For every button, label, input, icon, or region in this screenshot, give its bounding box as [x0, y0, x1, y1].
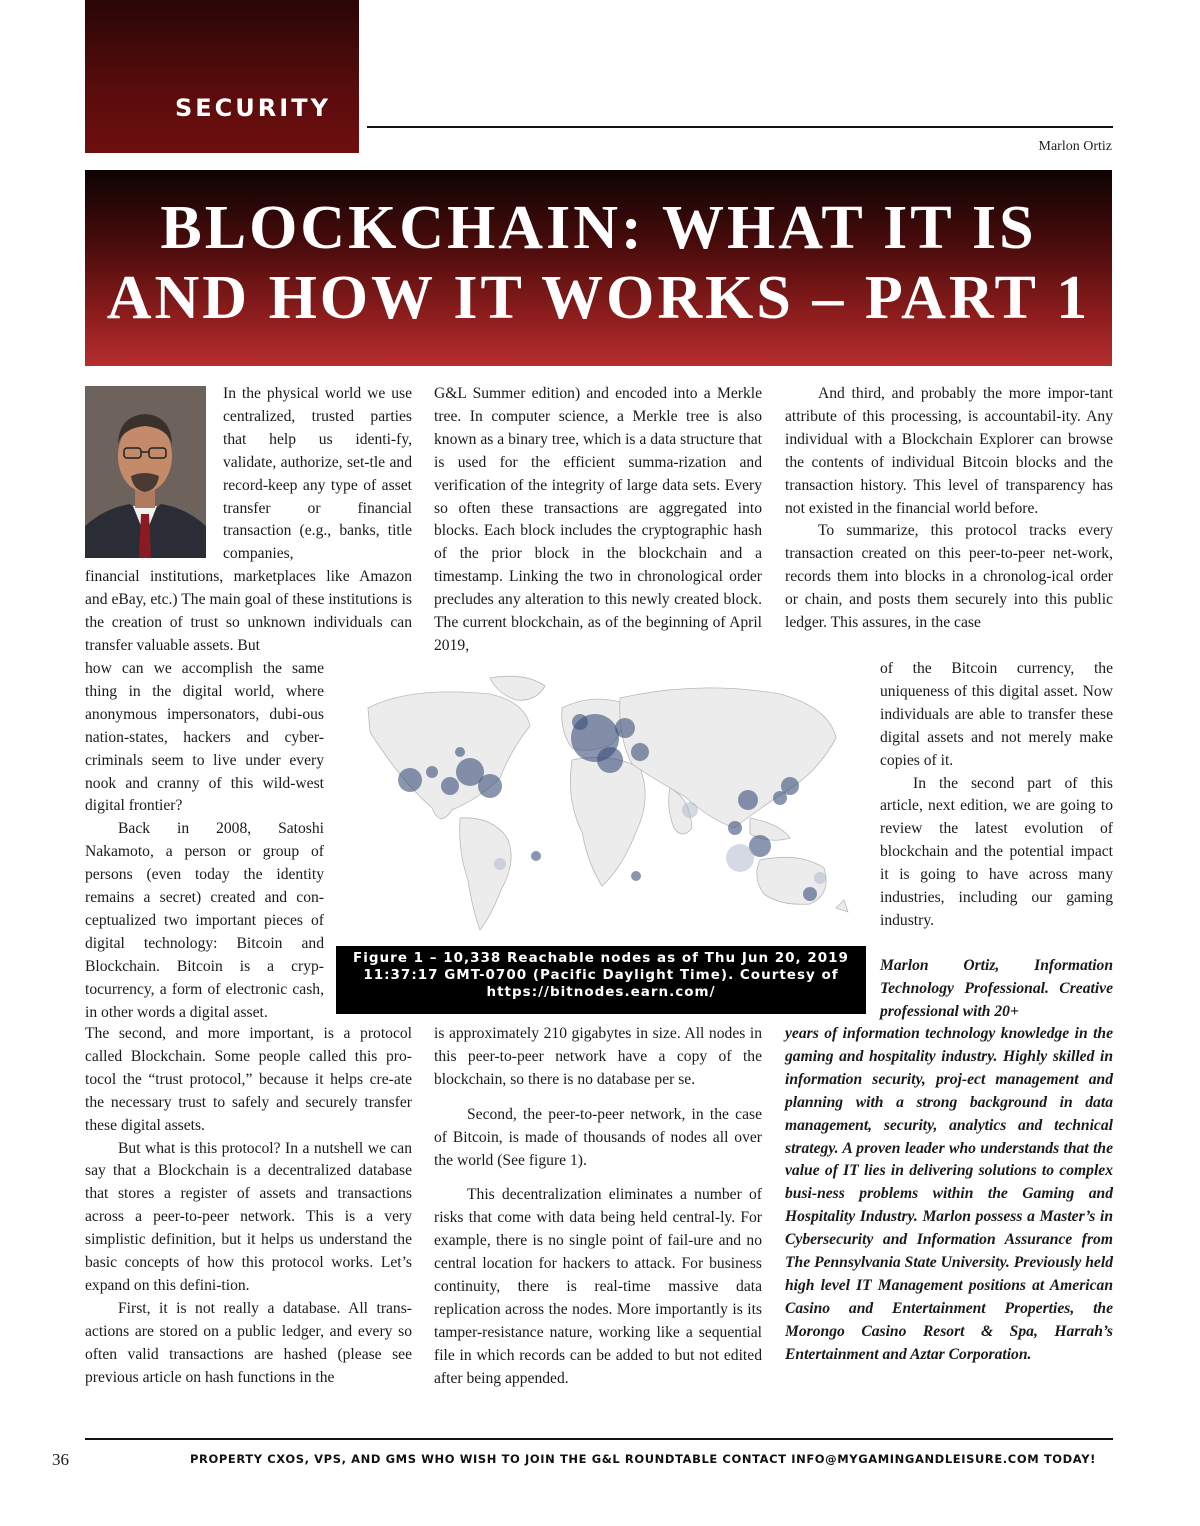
column-2-top-text	[434, 383, 762, 658]
paragraph: First, it is not really a database. All trans-actions are stored on a public ledger, and every so often valid transactions are hashed (please see previous article on hash functions in the	[85, 1299, 412, 1386]
column-1-wrap-text	[223, 383, 412, 566]
page-number: 36	[52, 1450, 69, 1469]
paragraph: This decentralization eliminates a number of risks that come with data being held central-ly. For example, there is no single point of fail-ure and no central location for hackers to attack. For business continuity, there is real-time massive data replication across the nodes. More importantly is its tamper-resistance nature, working like a sequential file in which records can be added to but not edited after being appended.	[434, 1186, 762, 1387]
paragraph: Marlon Ortiz, Information Technology Professional. Creative professional with 20+	[880, 957, 1113, 1020]
paragraph: is approximately 210 gigabytes in size. All nodes in this peer-to-peer network have a copy of the blockchain, so there is no database per se.	[434, 1025, 762, 1088]
paragraph: The second, and more important, is a protocol called Blockchain. Some people called this pro-tocol the “trust protocol,” because it helps cre-ate the necessary trust to safely and securely transfer these digital assets.	[85, 1025, 412, 1134]
paragraph: how can we accomplish the same thing in the digital world, where anonymous impersonators, dubi-ous nation-states, hackers and cyber-criminals seem to live under every nook and cranny of this wild-west digital frontier?	[85, 660, 324, 815]
paragraph: To summarize, this protocol tracks every transaction created on this peer-to-peer net-work, records them into blocks in a chronolog-ical order or chain, and posts them securely into this public ledger. This assures, in the case	[785, 522, 1113, 632]
header-rule	[367, 126, 1113, 128]
footer-rule	[85, 1438, 1113, 1440]
section-label: SECURITY	[175, 94, 331, 122]
paragraph: G&L Summer edition) and encoded into a Merkle tree. In computer science, a Merkle tree is also known as a binary tree, which is a data structure that is used for the efficient summa-rization and verification of the integrity of large data sets. Every so often these transactions are aggregated into blocks. Each block includes the cryptographic hash of the prior block in the blockchain and a timestamp. Linking the two in chronological order precludes any alteration to this newly created block. The current blockchain, as of the beginning of April 2019,	[434, 385, 762, 654]
paragraph: And third, and probably the more impor-tant attribute of this processing, is accountabil-ity. Any individual with a Blockchain Explorer can browse the contents of individual Bitcoin blocks and the transaction history. This level of transparency has not existed in the financial world before.	[785, 385, 1113, 517]
paragraph: Second, the peer-to-peer network, in the case of Bitcoin, is made of thousands of nodes all over the world (See figure 1).	[434, 1105, 762, 1169]
paragraph: Back in 2008, Satoshi Nakamoto, a person or group of persons (even today the identity remains a secret) created and con-ceptualized two important pieces of digital technology: Bitcoin and Blockchain. Bitcoin is a cryp-tocurrency, a form of electronic cash, in other words a digital asset.	[85, 820, 324, 1021]
author-bio-narrow	[880, 955, 1113, 1024]
column-3-narrow-text	[880, 658, 1113, 933]
paragraph: But what is this protocol? In a nutshell we can say that a Blockchain is a decentralized database that stores a register of assets and transactions across a peer-to-peer network. This is a very simplistic definition, but it helps us understand the basic concepts of how this protocol works. Let’s expand on this defini-tion.	[85, 1139, 412, 1294]
author-portrait-image	[85, 386, 206, 558]
article-title-line-1: BLOCKCHAIN: WHAT IT IS	[160, 194, 1037, 262]
column-3-top-text	[785, 383, 1113, 635]
footer-text: PROPERTY CXOS, VPS, AND GMS WHO WISH TO JOIN THE G&L ROUNDTABLE CONTACT INFO@MYGAMINGANDLEISURE.COM TODAY!	[190, 1452, 1096, 1466]
column-1-lower-text	[85, 1023, 412, 1390]
paragraph: In the second part of this article, next edition, we are going to review the latest evolution of blockchain and the potential impact it is going to have across many industries, including our gaming industry.	[880, 774, 1113, 929]
article-title-banner	[85, 170, 1112, 366]
paragraph: years of information technology knowledge in the gaming and hospitality industry. Highly skilled in information security, proj-ect management and planning with a strong background in data management, security, analytics and technical strategy. A proven leader who understands that the value of IT lies in delivering solutions to complex busi-ness problems within the Gaming and Hospitality Industry. Marlon possess a Master’s in Cybersecurity and Information Assurance from The Pennsylvania State University. Previously held high level IT Management positions at American Casino and Entertainment Properties, the Morongo Casino Resort & Spa, Harrah’s Entertainment and Aztar Corporation.	[785, 1025, 1113, 1363]
paragraph: financial institutions, marketplaces like Amazon and eBay, etc.) The main goal of these institutions is the creation of trust so unknown individuals can transfer valuable assets. But	[85, 568, 412, 654]
column-1-full-text	[85, 566, 412, 658]
world-map-image	[340, 668, 862, 948]
paragraph: In the physical world we use centralized, trusted parties that help us identi-fy, validate, authorize, set-tle and record-keep any type of asset transfer or financial transaction (e.g., banks, title companies,	[223, 385, 412, 563]
author-byline: Marlon Ortiz	[1038, 139, 1112, 154]
section-label-box	[85, 0, 359, 153]
column-1-narrow-text	[85, 658, 324, 1025]
author-photo	[85, 386, 206, 558]
column-2-bottom-text	[434, 1023, 762, 1391]
figure-caption: Figure 1 – 10,338 Reachable nodes as of Thu Jun 20, 2019 11:37:17 GMT-0700 (Pacific Daylight Time). Courtesy of https://bitnodes.earn.com/	[336, 946, 866, 1014]
article-title-line-2: AND HOW IT WORKS – PART 1	[106, 264, 1091, 332]
paragraph: of the Bitcoin currency, the uniqueness of this digital asset. Now individuals are able to transfer these digital assets and not merely make copies of it.	[880, 660, 1113, 769]
author-bio-full	[785, 1023, 1113, 1367]
